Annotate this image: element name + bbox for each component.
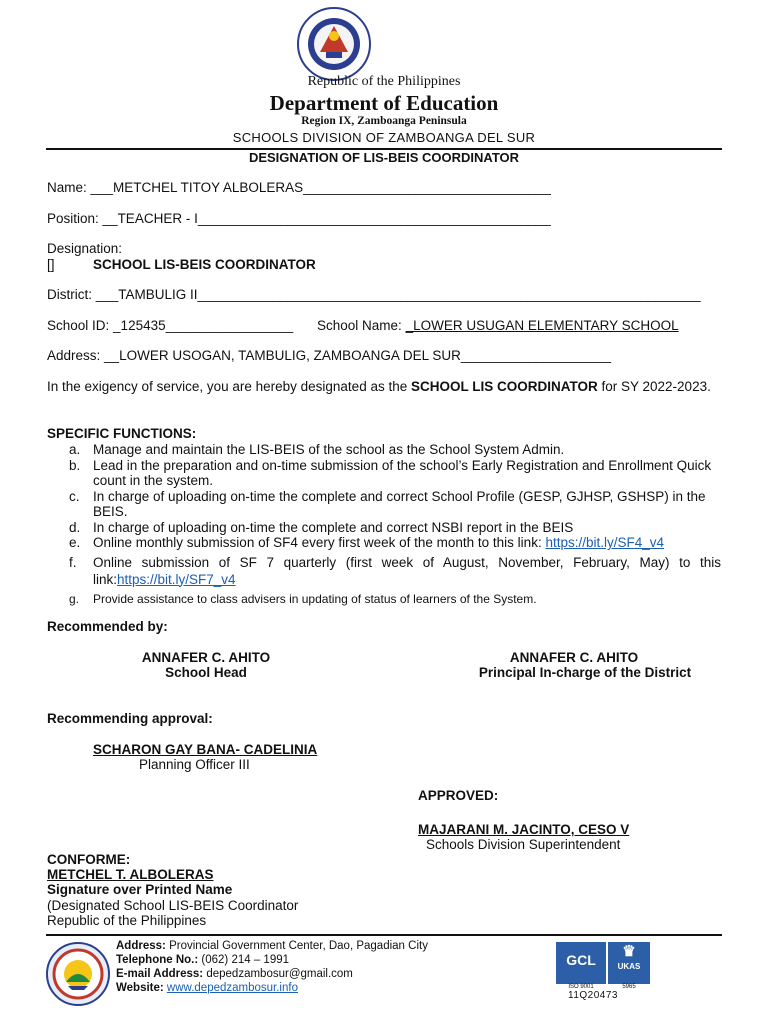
footer-phone	[116, 953, 428, 967]
school-name-label: School Name:	[317, 318, 402, 333]
list-item	[47, 520, 721, 536]
website-link[interactable]: www.depedzambosur.info	[166, 982, 298, 994]
list-item-text: Online monthly submission of SF4 every first week of the month to this link:	[93, 535, 546, 550]
body-text-bold: SCHOOL LIS COORDINATOR	[410, 379, 598, 394]
conforme-label: CONFORME:	[47, 852, 131, 867]
footer-website	[116, 981, 428, 995]
designation-row	[47, 257, 316, 272]
footer-contact	[116, 939, 428, 995]
list-marker: d.	[69, 519, 81, 535]
conforme-signature-line: Signature over Printed Name	[47, 882, 233, 897]
list-item-text: Online submission of SF 7 quarterly (first week of August, November, February, May) to this link:	[93, 554, 721, 587]
signer2-name: ANNAFER C. AHITO	[509, 650, 639, 665]
signer3-title: Planning Officer III	[139, 757, 250, 772]
footer-website-label: Website:	[116, 982, 164, 994]
ukas-badge	[608, 942, 650, 984]
list-item	[47, 554, 721, 588]
list-item-text: Provide assistance to class advisers in updating of status of learners of the System.	[93, 591, 537, 606]
footer-email-label: E-mail Address:	[116, 968, 204, 980]
republic-text: Republic of the Philippines	[307, 74, 461, 89]
signer1-name: ANNAFER C. AHITO	[141, 650, 271, 665]
functions-heading: SPECIFIC FUNCTIONS:	[47, 426, 197, 441]
name-value: ___METCHEL TITOY ALBOLERAS_________________________________	[90, 180, 551, 195]
list-item	[47, 442, 721, 458]
name-row	[47, 180, 551, 195]
footer-email	[116, 967, 428, 981]
list-item	[47, 535, 721, 551]
region-text: Region IX, Zamboanga Peninsula	[301, 115, 467, 127]
name-label: Name:	[47, 180, 87, 195]
list-item	[47, 458, 721, 489]
footer-address-value: Provincial Government Center, Dao, Pagadian City	[169, 940, 428, 952]
address-value: __LOWER USOGAN, TAMBULIG, ZAMBOANGA DEL SUR____________________	[104, 348, 612, 363]
address-label: Address:	[47, 348, 101, 363]
ukas-text: UKAS	[617, 962, 641, 971]
conforme-designation: (Designated School LIS-BEIS Coordinator	[47, 898, 299, 913]
footer-rule	[46, 934, 722, 936]
division-seal	[46, 942, 110, 1006]
list-marker: g.	[69, 591, 80, 606]
footer-email-value: depedzambosur@gmail.com	[206, 968, 353, 980]
approved-label: APPROVED:	[418, 788, 499, 803]
conforme-name: METCHEL T. ALBOLERAS	[47, 867, 214, 882]
certification-badges	[556, 942, 666, 992]
designation-label: Designation:	[47, 241, 123, 256]
list-item-text: Lead in the preparation and on-time submission of the school’s Early Registration and Enrollment Quick count in the system.	[93, 457, 712, 488]
position-label: Position:	[47, 211, 99, 226]
department-title: Department of Education	[269, 91, 499, 115]
list-item-text: Manage and maintain the LIS-BEIS of the school as the School System Admin.	[93, 442, 565, 457]
list-item	[47, 489, 721, 520]
crown-icon: ♛	[622, 943, 636, 960]
position-value: __TEACHER - I_______________________________________________	[102, 211, 551, 226]
district-label: District:	[47, 287, 92, 302]
footer-phone-value: (062) 214 – 1991	[201, 954, 290, 966]
list-marker: e.	[69, 535, 81, 550]
district-row	[47, 287, 701, 302]
list-marker: b.	[69, 457, 81, 473]
conforme-republic: Republic of the Philippines	[47, 913, 207, 928]
signer4-name: MAJARANI M. JACINTO, CESO V	[418, 822, 630, 837]
school-id-row	[47, 318, 293, 333]
school-name-row	[317, 318, 679, 333]
list-item-text: In charge of uploading on-time the complete and correct School Profile (GESP, GJHSP, GSHSP) in the BEIS.	[93, 488, 706, 519]
sf4-link[interactable]: https://bit.ly/SF4_v4	[545, 535, 665, 550]
designation-value: SCHOOL LIS-BEIS COORDINATOR	[93, 257, 316, 272]
school-id-value: _125435_________________	[113, 318, 294, 333]
deped-seal	[296, 6, 372, 82]
designation-checkbox: []	[47, 257, 55, 272]
designation-paragraph	[47, 379, 723, 395]
footer-address	[116, 939, 428, 953]
gcl-badge	[556, 942, 606, 984]
body-text-post: for SY 2022-2023.	[597, 379, 711, 394]
ukas-number: 5965	[622, 984, 636, 990]
address-row	[47, 348, 611, 363]
footer-address-label: Address:	[116, 940, 166, 952]
list-marker: a.	[69, 442, 81, 457]
division-text: SCHOOLS DIVISION OF ZAMBOANGA DEL SUR	[232, 130, 536, 145]
recommending-label: Recommending approval:	[47, 711, 213, 726]
list-marker: f.	[69, 554, 77, 570]
school-name-value: _LOWER USUGAN ELEMENTARY SCHOOL	[405, 318, 679, 333]
gcl-text: GCL	[566, 952, 596, 968]
functions-list	[47, 442, 721, 607]
school-id-label: School ID:	[47, 318, 110, 333]
signer3-name: SCHARON GAY BANA- CADELINIA	[93, 742, 318, 757]
body-text-pre: In the exigency of service, you are hereby designated as the	[47, 379, 411, 394]
district-value: ___TAMBULIG II___________________________________________________________________	[95, 287, 701, 302]
signer4-title: Schools Division Superintendent	[426, 837, 621, 852]
list-item-text: In charge of uploading on-time the complete and correct NSBI report in the BEIS	[93, 519, 574, 535]
iso-label: ISO 9001	[568, 984, 594, 990]
signer1-title: School Head	[165, 665, 247, 680]
list-marker: c.	[69, 488, 80, 504]
list-item	[47, 592, 721, 608]
signer2-title: Principal In-charge of the District	[478, 665, 692, 680]
recommended-by-label: Recommended by:	[47, 619, 168, 634]
cert-code: 11Q20473	[568, 990, 618, 1001]
sf7-link[interactable]: https://bit.ly/SF7_v4	[117, 571, 236, 587]
footer-phone-label: Telephone No.:	[116, 954, 199, 966]
document-title: DESIGNATION OF LIS-BEIS COORDINATOR	[248, 150, 520, 165]
position-row	[47, 211, 551, 226]
